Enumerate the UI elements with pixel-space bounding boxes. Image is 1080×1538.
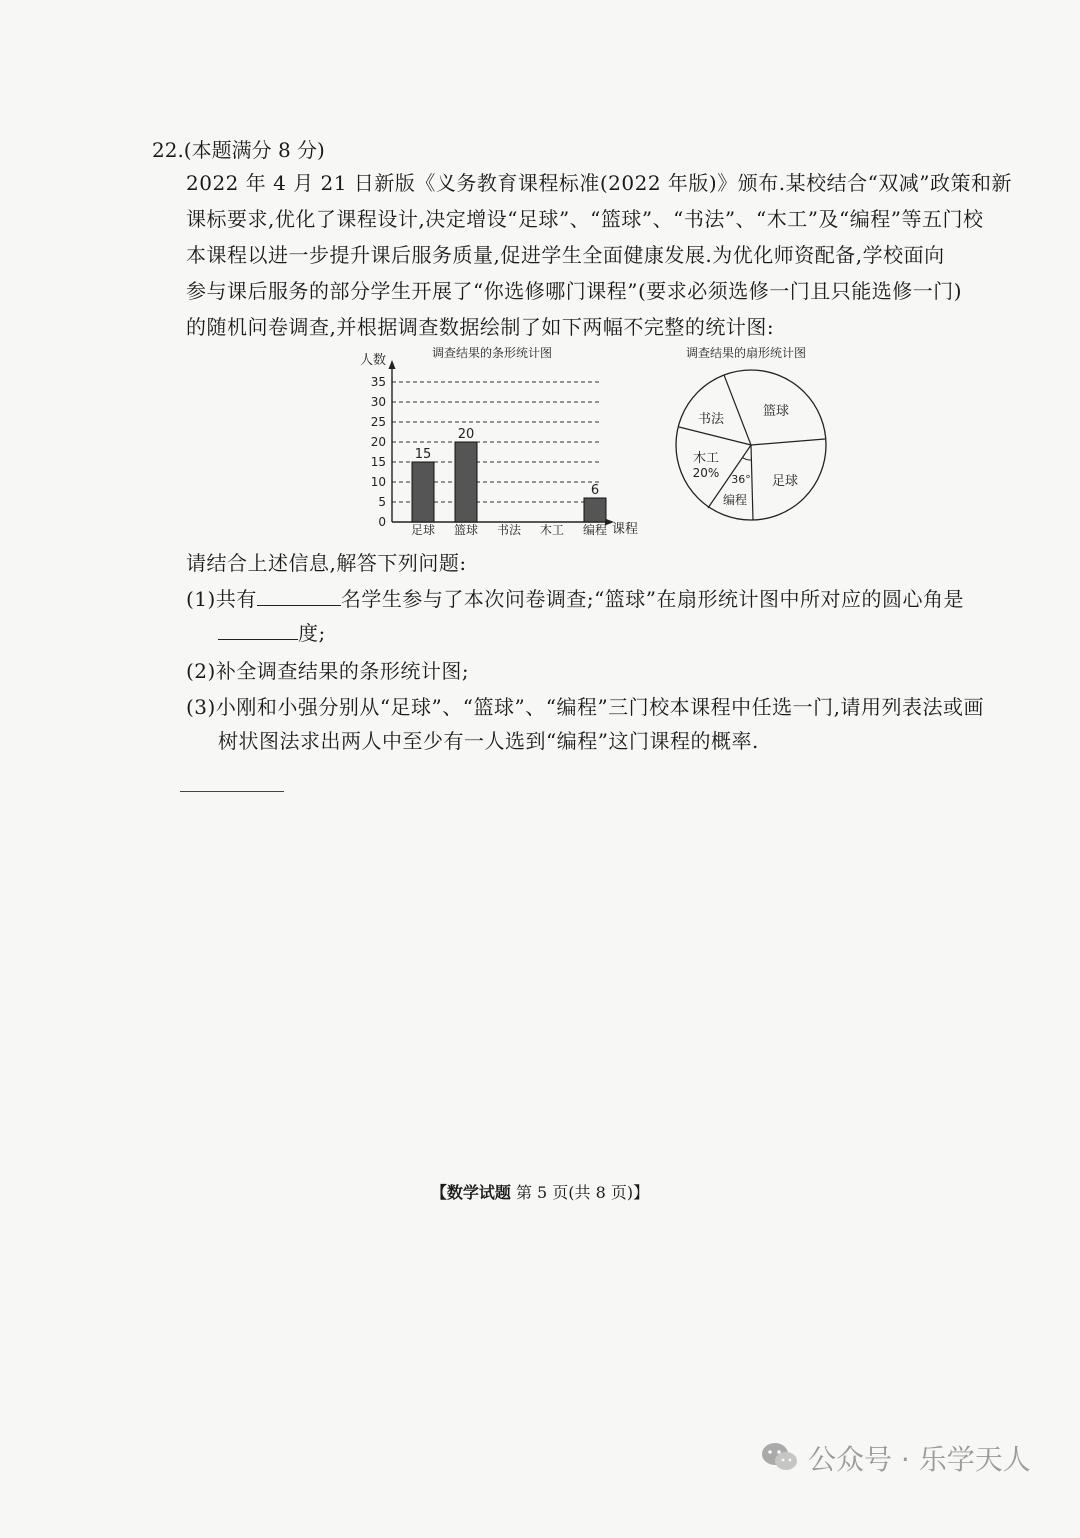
pie-value-mugong: 20% — [692, 466, 720, 480]
stem-line: 课标要求,优化了课程设计,决定增设“足球”、“篮球”、“书法”、“木工”及“编程”等五门校 — [186, 207, 984, 231]
pie-chart-title: 调查结果的扇形统计图 — [685, 346, 807, 360]
x-tick-label: 书法 — [496, 523, 522, 537]
bar — [412, 462, 434, 522]
answer-blank-angle[interactable] — [218, 619, 298, 640]
pie-label-biancheng: 编程 — [722, 493, 748, 507]
angle-arc — [742, 458, 751, 460]
part-3: (3)小刚和小强分别从“足球”、“篮球”、“编程”三门校本课程中任选一门,请用列表法或画 — [186, 695, 985, 719]
bar-chart — [340, 342, 660, 542]
pie-value-biancheng: 36° — [731, 473, 751, 486]
bar-data-label: 6 — [590, 483, 600, 498]
part-1-text-b: 名学生参与了本次问卷调查;“篮球”在扇形统计图中所对应的圆心角是 — [340, 587, 965, 611]
x-tick-label: 足球 — [410, 523, 436, 537]
wechat-icon — [760, 1440, 800, 1476]
y-tick-label: 20 — [370, 435, 386, 449]
pie-sector-boundary — [751, 439, 825, 445]
stem-line: 的随机问卷调查,并根据调查数据绘制了如下两幅不完整的统计图: — [186, 315, 775, 339]
y-tick-label: 30 — [370, 395, 386, 409]
question-prompt: 请结合上述信息,解答下列问题: — [186, 551, 467, 575]
y-tick-label: 35 — [370, 375, 386, 389]
y-tick-label: 15 — [370, 455, 386, 469]
x-tick-label: 编程 — [582, 523, 608, 537]
y-tick-label: 0 — [378, 515, 386, 529]
footer-page: 第 5 页(共 8 页)】 — [515, 1183, 650, 1202]
pie-label-shufa: 书法 — [697, 412, 725, 427]
pie-sector-boundary — [724, 375, 751, 445]
x-tick-label: 篮球 — [453, 523, 479, 537]
pie-sector-boundary — [679, 427, 751, 445]
y-axis-label: 人数 — [360, 353, 387, 368]
x-tick-label: 木工 — [539, 523, 565, 537]
part-1-text-a: (1)共有 — [186, 587, 257, 611]
bar — [584, 498, 606, 522]
bar — [455, 442, 477, 522]
stem-line: 2022 年 4 月 21 日新版《义务教育课程标准(2022 年版)》颁布.某校结合“双减”政策和新 — [186, 171, 1013, 195]
y-tick-label: 5 — [378, 495, 386, 509]
y-tick-label: 25 — [370, 415, 386, 429]
stem-line: 本课程以进一步提升课后服务质量,促进学生全面健康发展.为优化师资配备,学校面向 — [186, 243, 945, 267]
stem-line: 参与课后服务的部分学生开展了“你选修哪门课程”(要求必须选修一门且只能选修一门) — [186, 279, 963, 303]
bar-marks — [412, 427, 606, 522]
bar-data-label: 20 — [457, 427, 475, 442]
part-3-cont: 树状图法求出两人中至少有一人选到“编程”这门课程的概率. — [218, 729, 759, 753]
page-footer — [0, 1180, 1080, 1203]
pie-label-zuqiu: 足球 — [771, 474, 799, 489]
part-1-text-c: 度; — [298, 621, 326, 645]
bar-chart-title: 调查结果的条形统计图 — [431, 346, 553, 360]
pie-sector-boundary — [751, 445, 753, 520]
bar-data-label: 15 — [414, 447, 432, 462]
question-number: 22.(本题满分 8 分) — [152, 138, 325, 162]
y-axis-arrow — [389, 360, 396, 369]
pie-chart — [668, 342, 838, 532]
footer-subject: 【数学试题 — [430, 1183, 511, 1202]
watermark-text: 公众号 · 乐学天人 — [808, 1443, 1031, 1476]
divider-line — [180, 791, 284, 792]
question-stem — [186, 165, 1013, 345]
part-2: (2)补全调查结果的条形统计图; — [186, 659, 470, 683]
part-1 — [186, 581, 964, 617]
pie-label-mugong: 木工 — [692, 451, 720, 466]
pie-label-lanqiu: 篮球 — [762, 404, 790, 419]
y-tick-label: 10 — [370, 475, 386, 489]
watermark — [760, 1438, 1031, 1478]
x-axis-label: 课程 — [612, 522, 639, 537]
part-1-cont — [218, 617, 326, 646]
answer-blank-count[interactable] — [257, 585, 341, 606]
